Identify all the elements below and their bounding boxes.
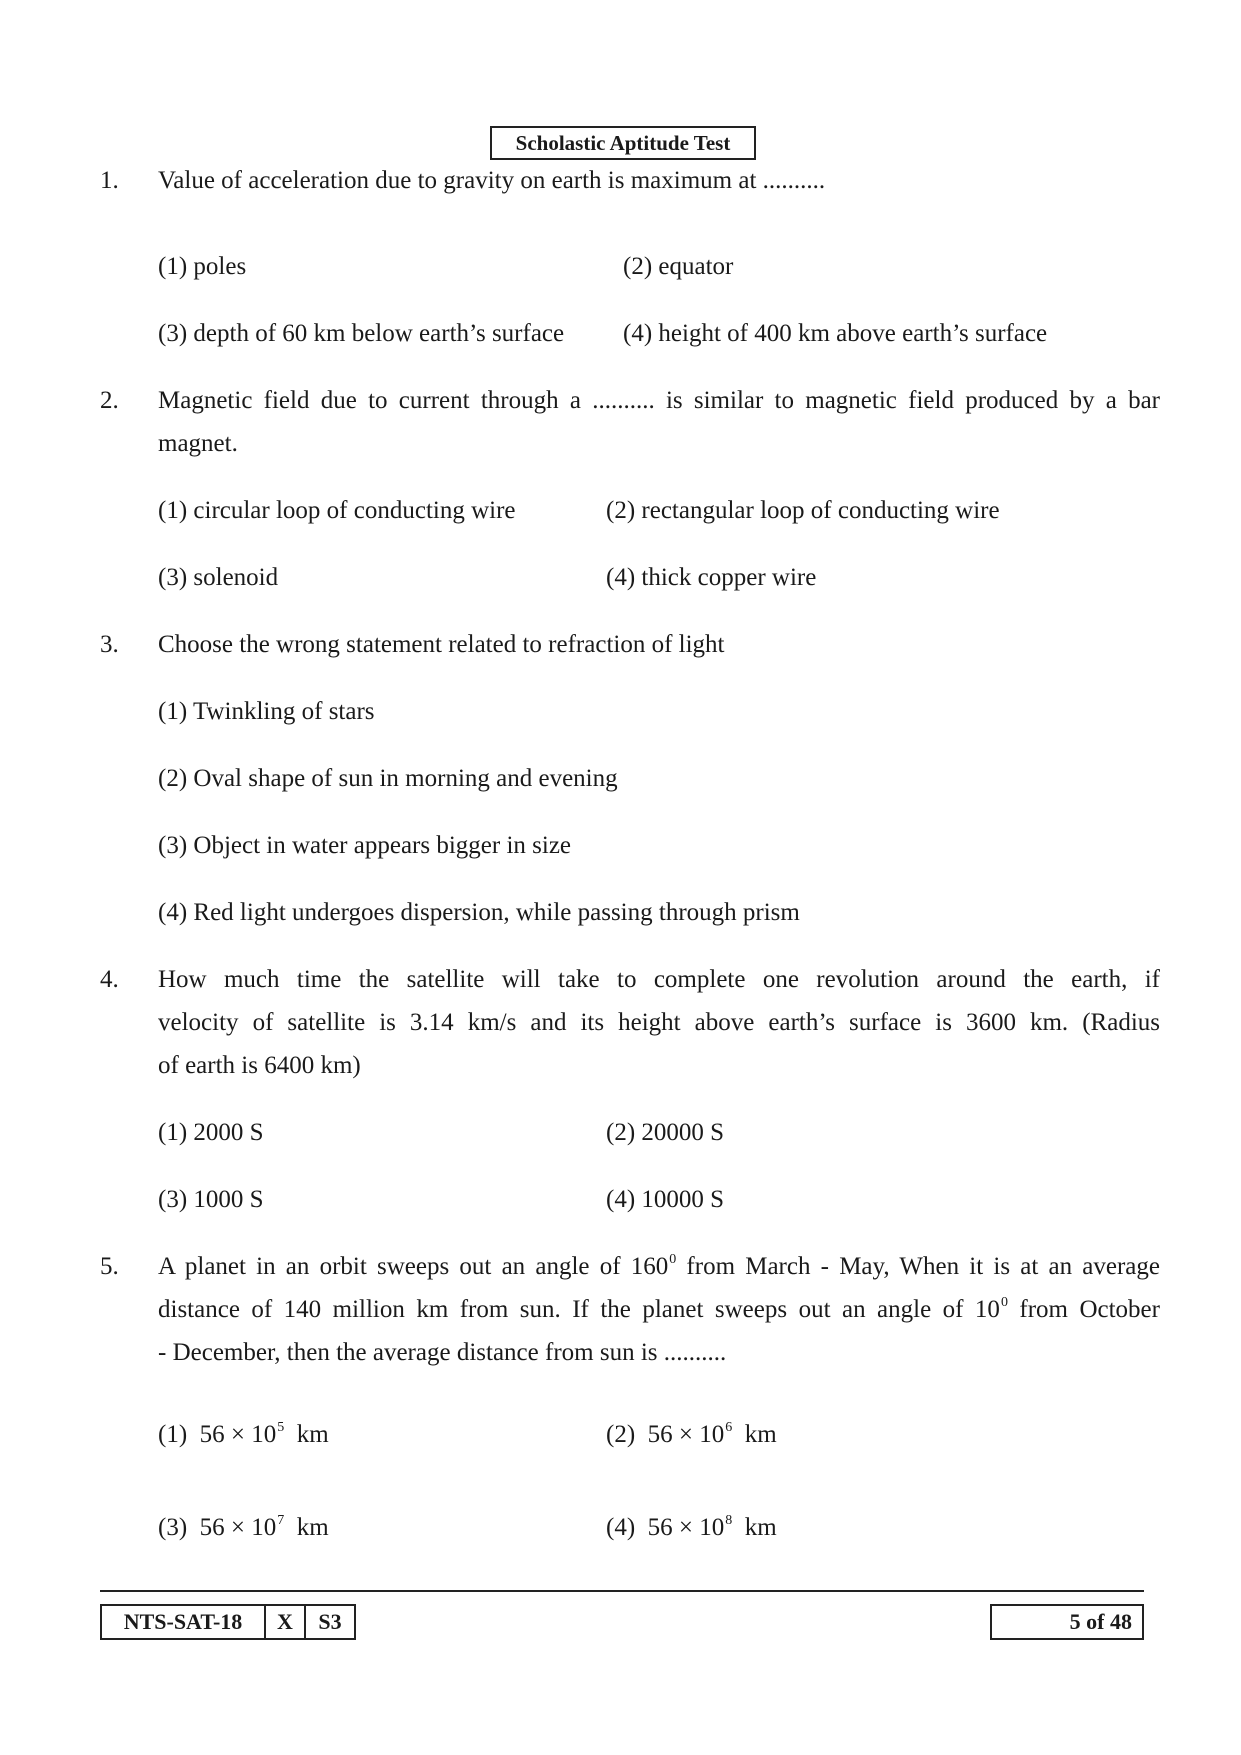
question-3-number: 3.: [100, 631, 119, 658]
question-3-option-4: (4) Red light undergoes dispersion, while passing through prism: [158, 899, 800, 926]
option-exponent: 6: [725, 1420, 733, 1435]
question-4-option-1: (1) 2000 S: [158, 1119, 264, 1146]
question-5-text-line-1: [158, 1252, 1160, 1286]
question-3-option-3: (3) Object in water appears bigger in size: [158, 832, 572, 859]
option-label: (3): [158, 1514, 188, 1541]
question-1-option-1: (1) poles: [158, 253, 247, 280]
question-2-option-1: (1) circular loop of conducting wire: [158, 497, 516, 524]
question-5-option-2: [606, 1420, 777, 1454]
question-3-option-2: (2) Oval shape of sun in morning and evening: [158, 765, 618, 792]
question-4-number: 4.: [100, 966, 119, 993]
question-4-text-line-3: of earth is 6400 km): [158, 1052, 361, 1079]
option-exponent: 5: [277, 1420, 285, 1435]
question-2-option-4: (4) thick copper wire: [606, 564, 817, 591]
question-4-option-2: (2) 20000 S: [606, 1119, 725, 1146]
question-3-option-1: (1) Twinkling of stars: [158, 698, 375, 725]
question-2-text-line-2: magnet.: [158, 430, 238, 457]
option-label: (1): [158, 1421, 188, 1448]
question-5-text-line-3: - December, then the average distance from sun is ..........: [158, 1339, 727, 1366]
option-unit: km: [296, 1514, 329, 1541]
question-1-option-3: (3) depth of 60 km below earth’s surface: [158, 320, 565, 347]
option-exponent: 8: [725, 1513, 733, 1528]
text-segment: from October: [1007, 1296, 1160, 1323]
question-2-option-2: (2) rectangular loop of conducting wire: [606, 497, 1000, 524]
option-unit: km: [744, 1421, 777, 1448]
question-4-text-line-1: How much time the satellite will take to complete one revolution around the earth, if: [158, 966, 1160, 993]
degree-superscript: 0: [1000, 1295, 1008, 1310]
question-5-option-3: [158, 1513, 329, 1547]
question-4-option-4: (4) 10000 S: [606, 1186, 725, 1213]
question-5-number: 5.: [100, 1253, 119, 1280]
question-1-option-4: (4) height of 400 km above earth’s surface: [623, 320, 1048, 347]
text-segment: A planet in an orbit sweeps out an angle of 160: [158, 1253, 669, 1280]
footer-page-number: 5 of 48: [990, 1604, 1144, 1640]
question-4-option-3: (3) 1000 S: [158, 1186, 264, 1213]
text-segment: distance of 140 million km from sun. If the planet sweeps out an angle of 10: [158, 1296, 1000, 1323]
option-base: 56 × 10: [647, 1514, 725, 1541]
question-1-number: 1.: [100, 167, 119, 194]
option-unit: km: [744, 1514, 777, 1541]
footer-exam-code: NTS-SAT-18: [100, 1604, 266, 1640]
footer-set: S3: [304, 1604, 356, 1640]
question-2-text-line-1: Magnetic field due to current through a .......... is similar to magnetic field produced by a bar: [158, 387, 1160, 414]
option-exponent: 7: [277, 1513, 285, 1528]
option-base: 56 × 10: [199, 1514, 277, 1541]
question-5-text-line-2: [158, 1295, 1160, 1329]
question-2-option-3: (3) solenoid: [158, 564, 279, 591]
question-3-text: Choose the wrong statement related to refraction of light: [158, 631, 725, 658]
option-base: 56 × 10: [647, 1421, 725, 1448]
question-5-option-4: [606, 1513, 777, 1547]
page-title: Scholastic Aptitude Test: [490, 126, 756, 160]
question-5-option-1: [158, 1420, 329, 1454]
question-2-number: 2.: [100, 387, 119, 414]
option-unit: km: [296, 1421, 329, 1448]
option-label: (4): [606, 1514, 636, 1541]
question-4-text-line-2: velocity of satellite is 3.14 km/s and its height above earth’s surface is 3600 km. (Radius: [158, 1009, 1160, 1036]
degree-superscript: 0: [669, 1252, 677, 1267]
option-label: (2): [606, 1421, 636, 1448]
footer-divider: [100, 1590, 1144, 1592]
footer-class: X: [264, 1604, 306, 1640]
question-1-option-2: (2) equator: [623, 253, 734, 280]
text-segment: from March - May, When it is at an average: [676, 1253, 1161, 1280]
question-1-text: Value of acceleration due to gravity on earth is maximum at ..........: [158, 167, 826, 194]
option-base: 56 × 10: [199, 1421, 277, 1448]
